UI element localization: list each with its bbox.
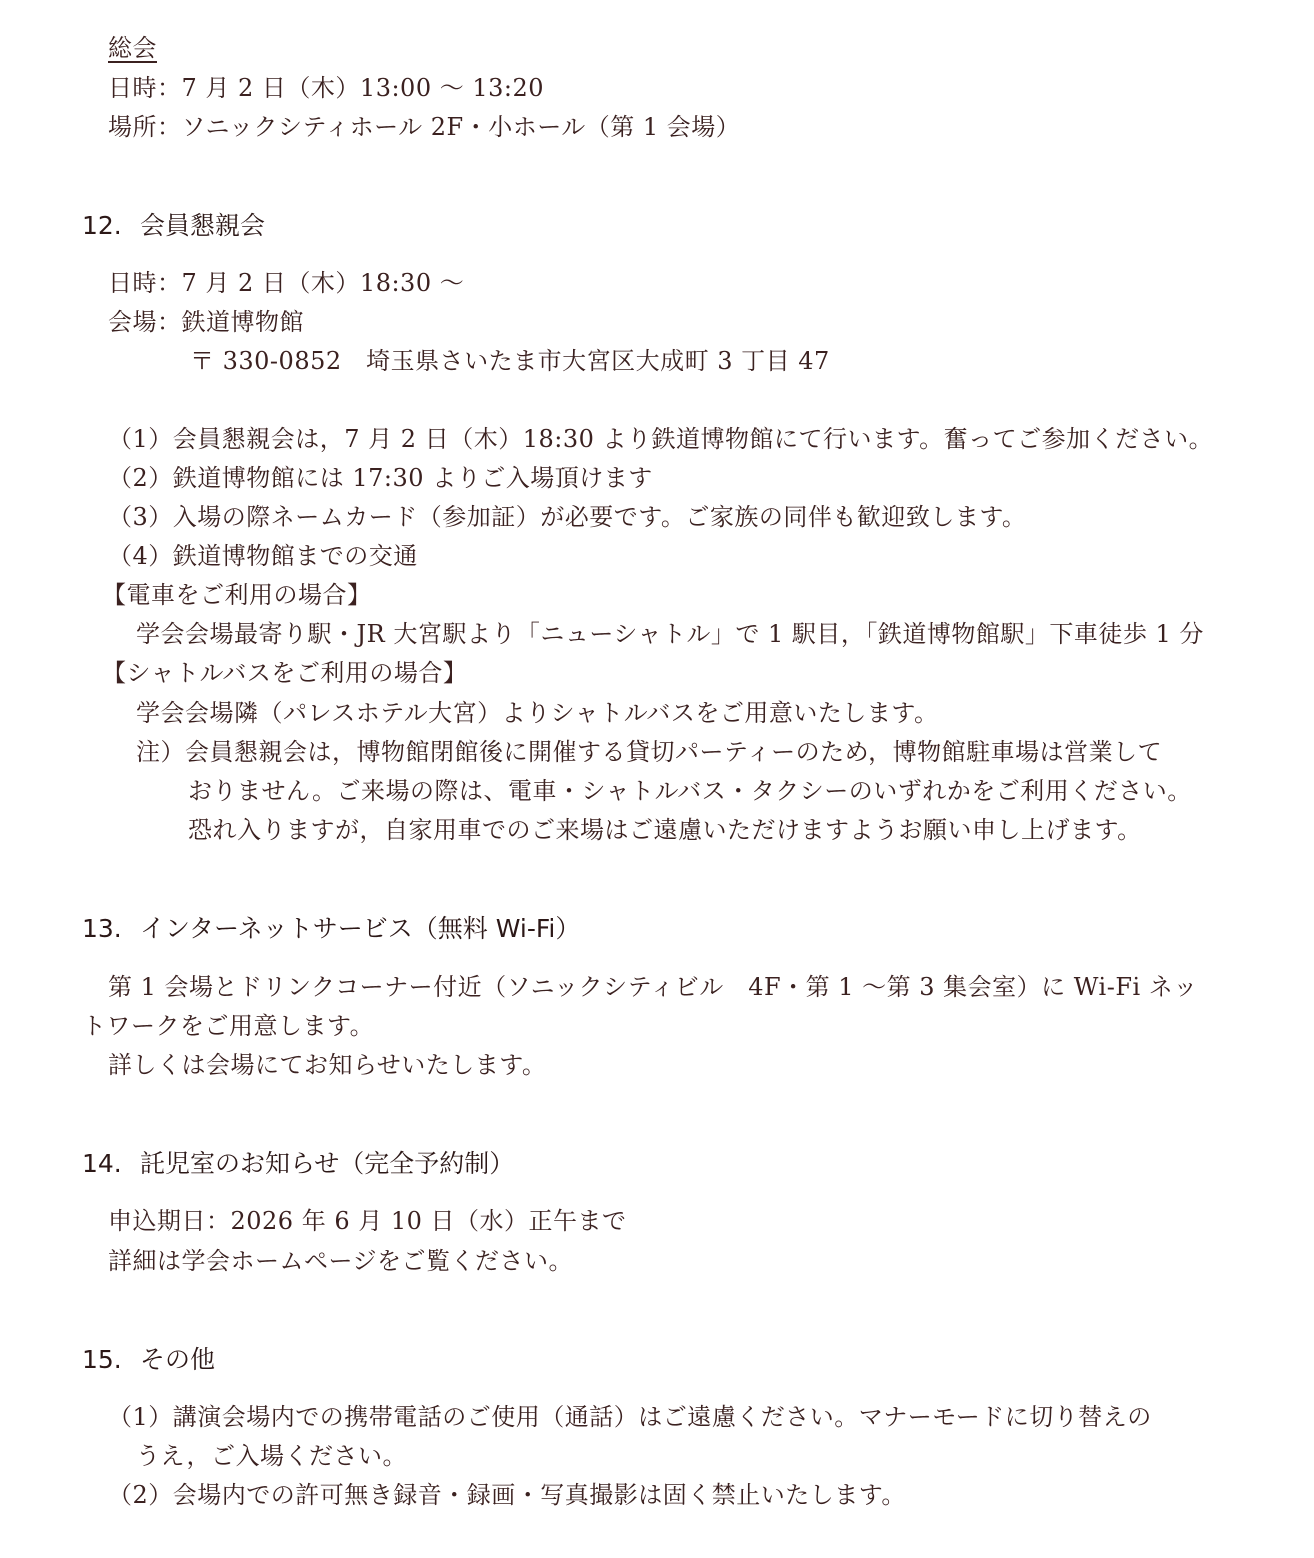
section-14-number: 14. [82, 1149, 122, 1178]
wifi-para-1-line-1: 第 1 会場とドリンクコーナー付近（ソニックシティビル 4F・第 1 〜第 3 集会室）に Wi-Fi ネッ [108, 973, 1198, 1001]
section-12-title: 会員懇親会 [140, 211, 266, 240]
section-14-title: 託児室のお知らせ（完全予約制） [140, 1149, 515, 1178]
section-12-heading [82, 210, 265, 242]
general-meeting-place: 場所：ソニックシティホール 2F・小ホール（第 1 会場） [108, 113, 741, 141]
general-meeting-datetime: 日時：7 月 2 日（木）13:00 〜 13:20 [108, 74, 545, 102]
party-item-4: （4）鉄道博物館までの交通 [108, 542, 418, 570]
wifi-para-1-line-2: トワークをご用意します。 [82, 1012, 375, 1040]
section-15-heading [82, 1344, 215, 1376]
party-item-1: （1）会員懇親会は，7 月 2 日（木）18:30 より鉄道博物館にて行います。奮ってご参加ください。 [108, 425, 1214, 453]
section-13-heading [82, 913, 580, 945]
party-item-2: （2）鉄道博物館には 17:30 よりご入場頂けます [108, 464, 653, 492]
bus-heading: 【シャトルバスをご利用の場合】 [102, 659, 468, 687]
note-line-1: 注）会員懇親会は，博物館閉館後に開催する貸切パーティーのため，博物館駐車場は営業して [136, 738, 1163, 766]
bus-text: 学会会場隣（パレスホテル大宮）よりシャトルバスをご用意いたします。 [136, 699, 939, 727]
other-item-1-line-1: （1）講演会場内での携帯電話のご使用（通話）はご遠慮ください。マナーモードに切り替えの [108, 1403, 1152, 1431]
section-13-title: インターネットサービス（無料 Wi-Fi） [140, 914, 581, 943]
other-item-2: （2）会場内での許可無き録音・録画・写真撮影は固く禁止いたします。 [108, 1481, 906, 1509]
party-venue: 会場：鉄道博物館 [108, 308, 304, 336]
section-15-number: 15. [82, 1345, 122, 1374]
party-datetime: 日時：7 月 2 日（木）18:30 〜 [108, 269, 465, 297]
section-12-number: 12. [82, 211, 122, 240]
general-meeting-title: 総会 [108, 34, 157, 62]
note-line-2: おりません。ご来場の際は、電車・シャトルバス・タクシーのいずれかをご利用ください。 [188, 777, 1192, 805]
childcare-details: 詳細は学会ホームページをご覧ください。 [108, 1247, 574, 1275]
train-heading: 【電車をご利用の場合】 [102, 581, 372, 609]
wifi-para-2: 詳しくは会場にてお知らせいたします。 [108, 1051, 547, 1079]
party-item-3: （3）入場の際ネームカード（参加証）が必要です。ご家族の同伴も歓迎致します。 [108, 503, 1027, 531]
section-14-heading [82, 1148, 514, 1180]
train-text: 学会会場最寄り駅・JR 大宮駅より「ニューシャトル」で 1 駅目，「鉄道博物館駅」下車徒歩 1 分 [136, 620, 1204, 648]
section-13-number: 13. [82, 914, 122, 943]
party-address: 〒 330-0852 埼玉県さいたま市大宮区大成町 3 丁目 47 [190, 347, 830, 375]
section-15-title: その他 [140, 1345, 216, 1374]
note-line-3: 恐れ入りますが，自家用車でのご来場はご遠慮いただけますようお願い申し上げます。 [188, 816, 1142, 844]
other-item-1-line-2: うえ，ご入場ください。 [136, 1442, 407, 1470]
childcare-deadline: 申込期日：2026 年 6 月 10 日（水）正午まで [108, 1207, 627, 1235]
